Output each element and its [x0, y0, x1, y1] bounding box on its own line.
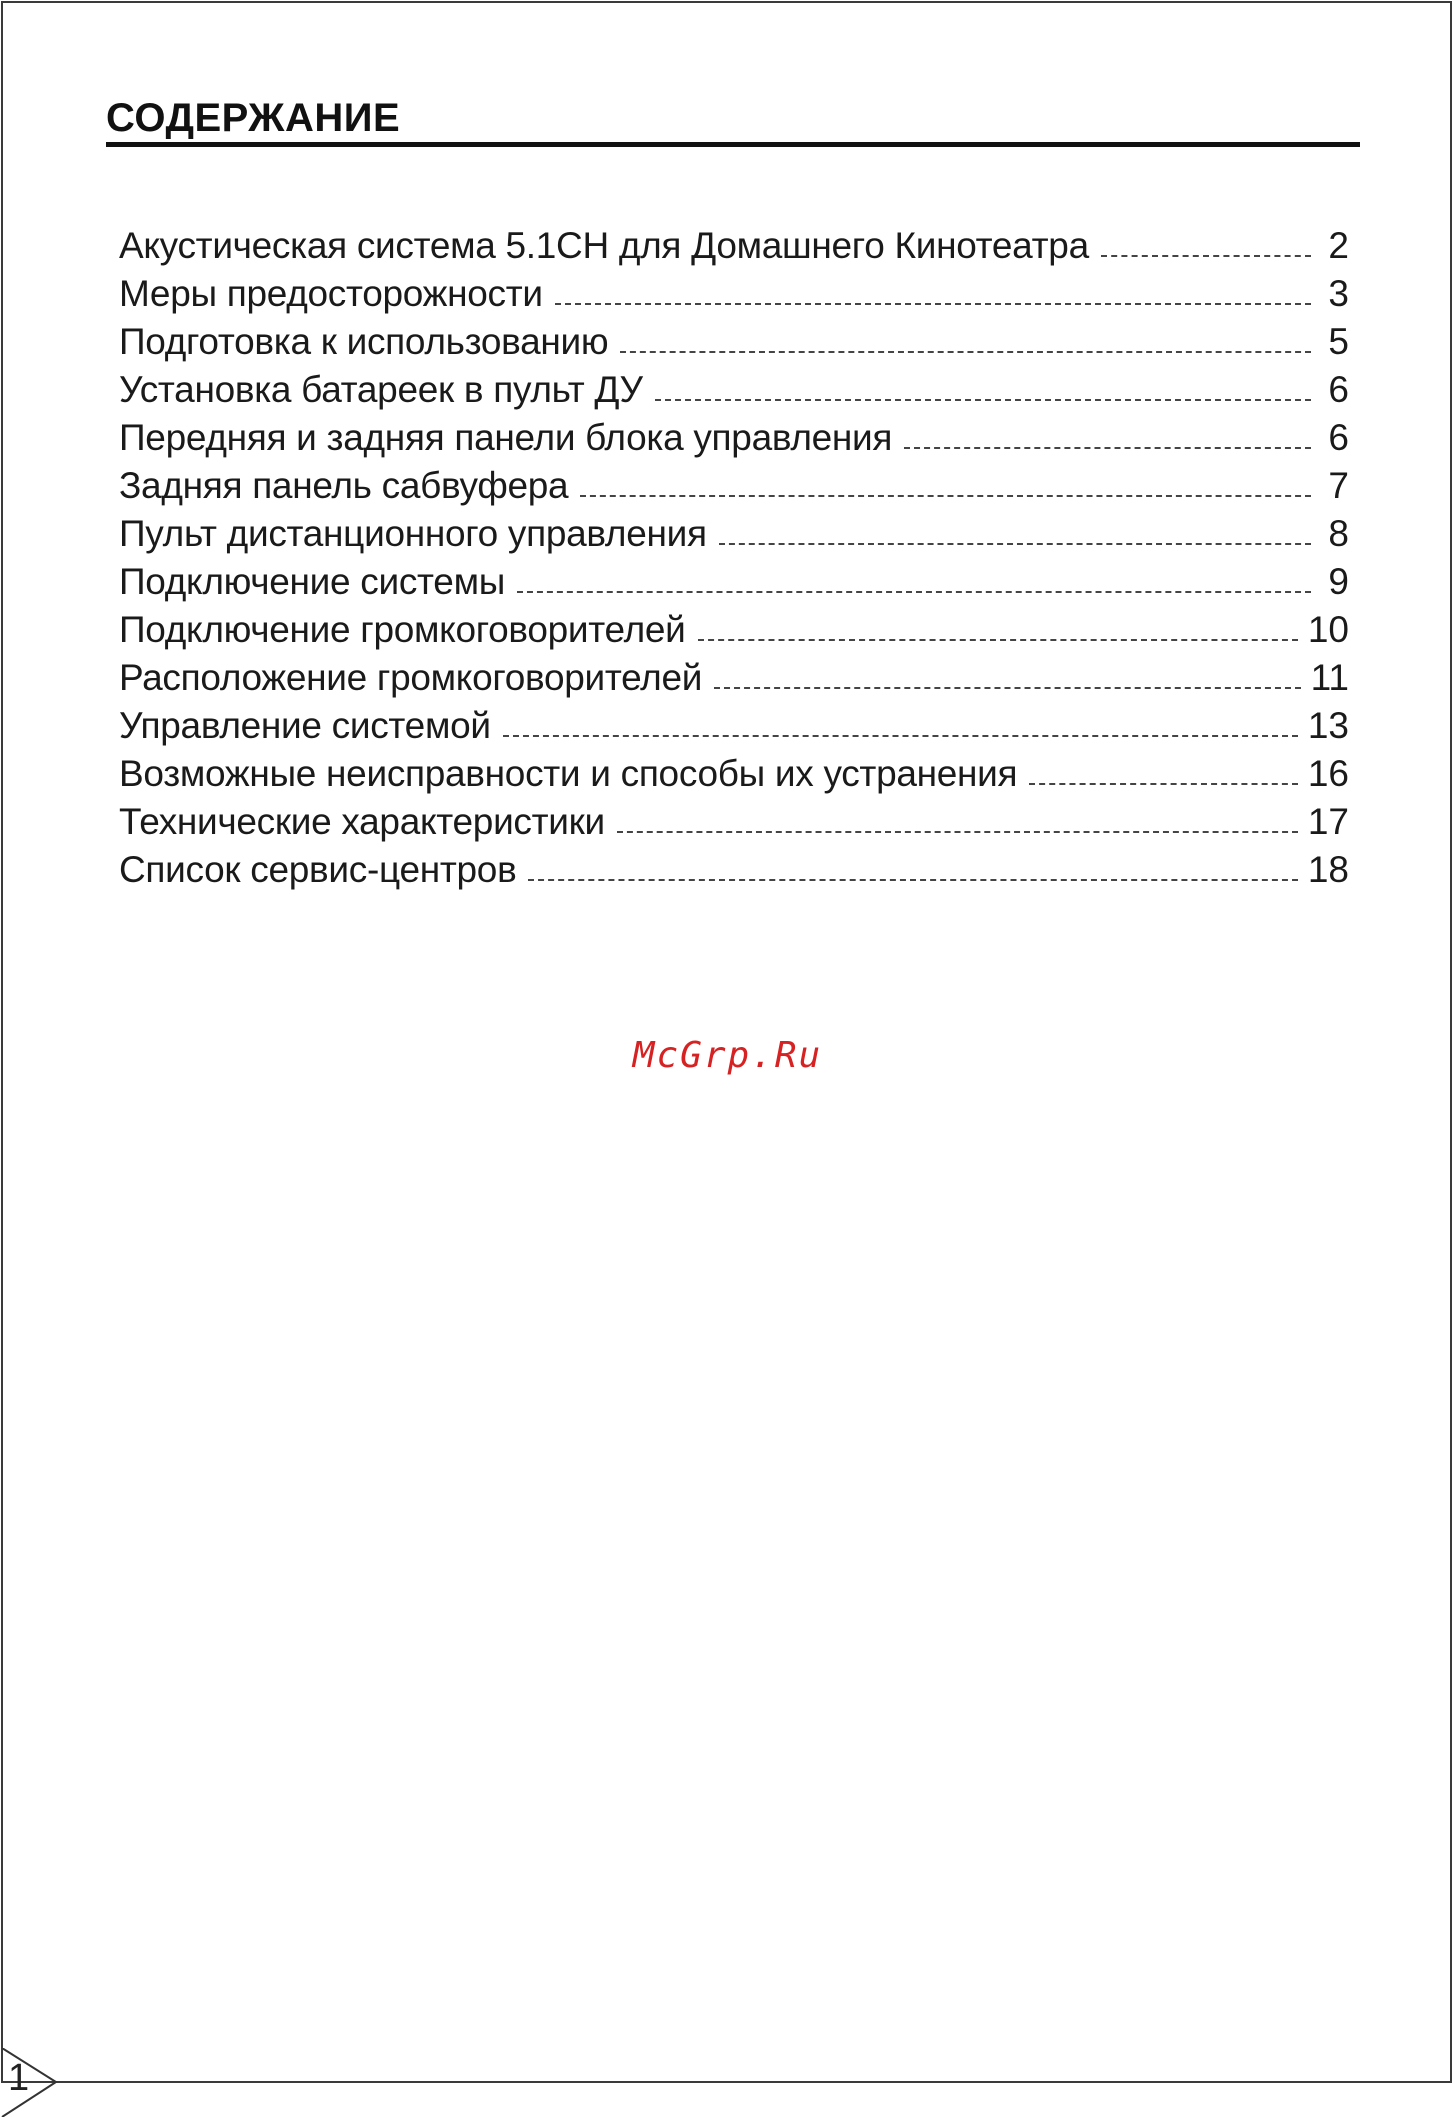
toc-entry-page: 2 [1328, 225, 1349, 266]
toc-entry-title: Подключение громкоговорителей [119, 609, 686, 650]
toc-entry-title: Возможные неисправности и способы их устранения [119, 753, 1018, 794]
toc-entry-page: 13 [1307, 705, 1349, 746]
toc-leader-dots [714, 687, 1300, 689]
toc-leader-dots [517, 591, 1311, 593]
title-underline [106, 142, 1360, 147]
toc-entry-page: 3 [1328, 273, 1349, 314]
toc-entry-page: 11 [1310, 657, 1349, 698]
toc-entry-page: 16 [1307, 753, 1349, 794]
toc-entry[interactable] [119, 462, 1349, 510]
toc-leader-dots [580, 495, 1311, 497]
toc-entry-title: Технические характеристики [119, 801, 605, 842]
toc-leader-dots [655, 399, 1311, 401]
toc-entry-page: 8 [1328, 513, 1349, 554]
toc-entry-page: 17 [1307, 801, 1349, 842]
toc-leader-dots [719, 543, 1311, 545]
toc-leader-dots [698, 639, 1298, 641]
page-number: 1 [8, 2057, 30, 2099]
toc-entry[interactable] [119, 606, 1349, 654]
watermark-text: McGrp.Ru [632, 1035, 823, 1076]
toc-leader-dots [1029, 783, 1298, 785]
toc-entry-title: Управление системой [119, 705, 491, 746]
toc-entry[interactable] [119, 558, 1349, 606]
table-of-contents [119, 222, 1349, 894]
toc-entry-title: Пульт дистанционного управления [119, 513, 707, 554]
toc-entry-page: 9 [1328, 561, 1349, 602]
page-title: СОДЕРЖАНИЕ [106, 96, 401, 140]
toc-entry[interactable] [119, 654, 1349, 702]
toc-entry-page: 7 [1328, 465, 1349, 506]
toc-leader-dots [620, 351, 1311, 353]
toc-entry-title: Меры предосторожности [119, 273, 543, 314]
toc-leader-dots [528, 879, 1297, 881]
toc-leader-dots [1101, 255, 1311, 257]
toc-entry[interactable] [119, 318, 1349, 366]
toc-entry[interactable] [119, 222, 1349, 270]
toc-leader-dots [904, 447, 1311, 449]
toc-entry-title: Установка батареек в пульт ДУ [119, 369, 643, 410]
toc-entry-page: 18 [1307, 849, 1349, 890]
toc-entry[interactable] [119, 798, 1349, 846]
toc-entry-page: 5 [1328, 321, 1349, 362]
toc-entry[interactable] [119, 366, 1349, 414]
toc-entry-page: 6 [1328, 369, 1349, 410]
toc-entry-page: 10 [1307, 609, 1349, 650]
toc-leader-dots [555, 303, 1311, 305]
toc-entry[interactable] [119, 510, 1349, 558]
toc-entry-title: Расположение громкоговорителей [119, 657, 703, 698]
toc-entry[interactable] [119, 414, 1349, 462]
toc-leader-dots [503, 735, 1298, 737]
toc-entry-title: Подключение системы [119, 561, 505, 602]
toc-entry-title: Список сервис-центров [119, 849, 517, 890]
toc-entry-title: Подготовка к использованию [119, 321, 609, 362]
toc-entry-title: Задняя панель сабвуфера [119, 465, 569, 506]
toc-entry-page: 6 [1328, 417, 1349, 458]
toc-entry[interactable] [119, 846, 1349, 894]
toc-entry[interactable] [119, 702, 1349, 750]
toc-entry[interactable] [119, 270, 1349, 318]
toc-entry-title: Передняя и задняя панели блока управления [119, 417, 893, 458]
toc-entry[interactable] [119, 750, 1349, 798]
toc-leader-dots [617, 831, 1298, 833]
toc-entry-title: Акустическая система 5.1СН для Домашнего Кинотеатра [119, 225, 1089, 266]
